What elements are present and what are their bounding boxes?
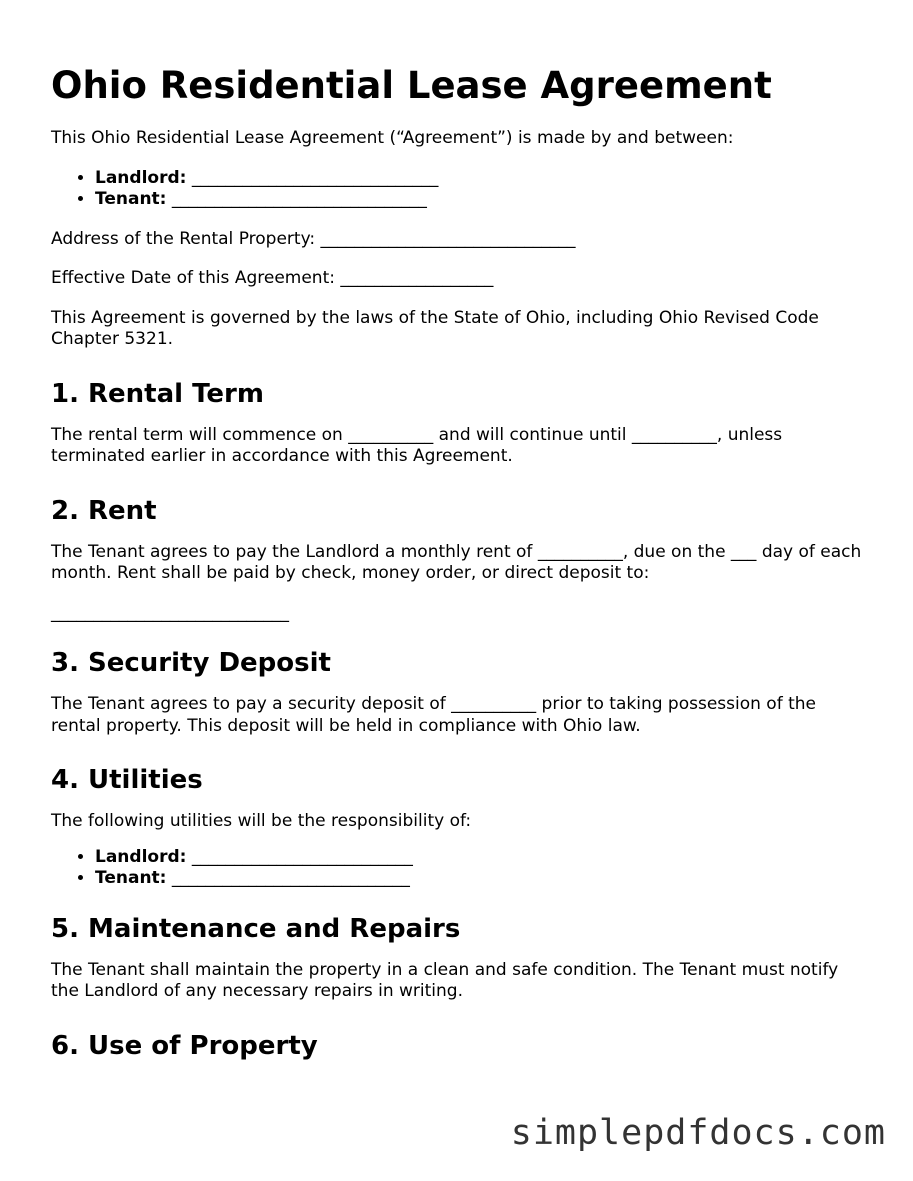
effective-date-line: Effective Date of this Agreement: __________________ bbox=[51, 268, 494, 288]
utility-label: Landlord: bbox=[95, 846, 187, 867]
governing-law-paragraph: This Agreement is governed by the laws of the State of Ohio, including Ohio Revised Code Chapter 5321. bbox=[51, 307, 819, 349]
utility-landlord bbox=[95, 847, 871, 869]
rental-term-paragraph: The rental term will commence on __________ and will continue until __________, unless terminated earlier in accordance with this Agreement. bbox=[51, 424, 783, 466]
document-page bbox=[51, 62, 871, 1077]
party-label: Tenant: bbox=[95, 189, 167, 209]
section-heading: 6. Use of Property bbox=[51, 1030, 318, 1061]
utility-blank: __________________________ bbox=[191, 846, 413, 867]
intro-paragraph: This Ohio Residential Lease Agreement (“Agreement”) is made by and between: bbox=[51, 128, 734, 148]
section-heading: 3. Security Deposit bbox=[51, 648, 331, 678]
utilities-paragraph: The following utilities will be the responsibility of: bbox=[51, 811, 472, 831]
rent-deposit-blank: ____________________________ bbox=[51, 602, 289, 623]
party-blank: ______________________________ bbox=[171, 189, 427, 209]
party-blank: _____________________________ bbox=[191, 167, 439, 188]
rent-paragraph: The Tenant agrees to pay the Landlord a monthly rent of __________, due on the ___ day of each month. Rent shall be paid by check, money order, or direct deposit to: bbox=[51, 541, 862, 583]
party-label: Landlord: bbox=[95, 167, 187, 188]
section-heading: 4. Utilities bbox=[51, 765, 203, 795]
security-deposit-paragraph: The Tenant agrees to pay a security deposit of __________ prior to taking possession of the rental property. This deposit will be held in compliance with Ohio law. bbox=[51, 694, 816, 736]
section-heading: 5. Maintenance and Repairs bbox=[51, 913, 461, 944]
utility-blank: ____________________________ bbox=[171, 868, 410, 888]
address-line: Address of the Rental Property: ______________________________ bbox=[51, 228, 576, 249]
party-tenant bbox=[95, 189, 871, 211]
section-heading: 1. Rental Term bbox=[51, 378, 264, 409]
utility-label: Tenant: bbox=[95, 868, 167, 888]
utilities-list bbox=[51, 847, 871, 890]
maintenance-paragraph: The Tenant shall maintain the property in a clean and safe condition. The Tenant must notify the Landlord of any necessary repairs in writing. bbox=[51, 959, 839, 1001]
watermark: simplepdfdocs.com bbox=[510, 1113, 886, 1153]
section-heading: 2. Rent bbox=[51, 495, 157, 526]
parties-list bbox=[51, 168, 871, 211]
document-title: Ohio Residential Lease Agreement bbox=[51, 64, 772, 107]
utility-tenant bbox=[95, 868, 871, 890]
party-landlord bbox=[95, 168, 871, 190]
